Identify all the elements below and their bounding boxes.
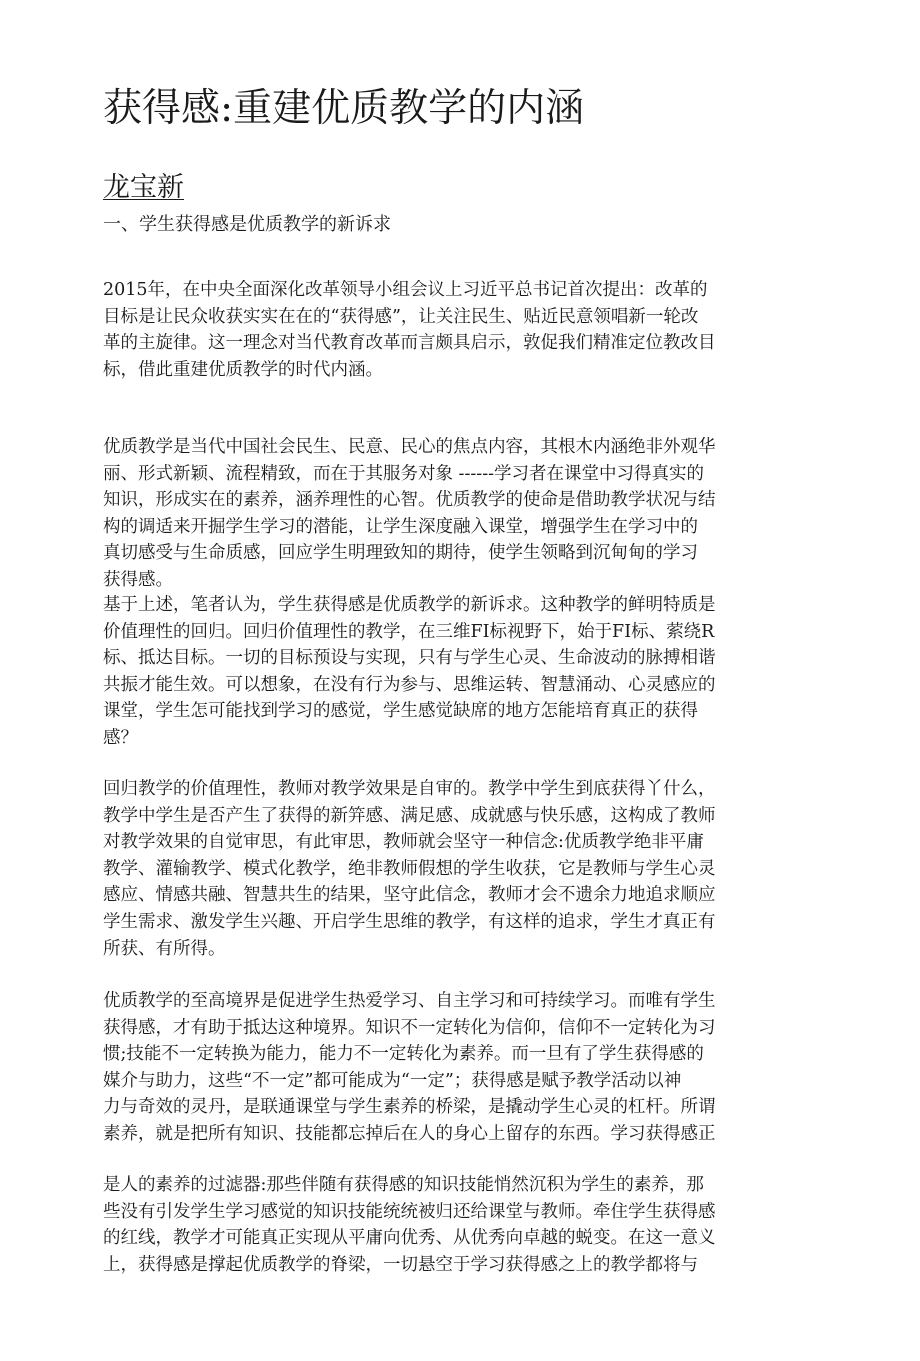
paragraph-line: 素养，就是把所有知识、技能都忘掉后在人的身心上留存的东西。学习获得感正 [103,1123,716,1144]
document-title: 获得感:重建优质教学的内涵 [103,86,585,131]
paragraph-line: 上，获得感是撑起优质教学的脊梁，一切悬空于学习获得感之上的教学都将与 [103,1254,698,1275]
paragraph-line: 优质教学是当代中国社会民生、民意、民心的焦点内容，其根木内涵绝非外观华 [103,437,716,457]
paragraph-line: 感？ [103,727,138,748]
paragraph-line: 2015年，在中央全面深化改革领导小组会议上习近平总书记首次提出：改革的 [103,280,708,300]
paragraph-line: 标，借此重建优质教学的时代内涵。 [103,359,383,380]
paragraph-line: 的红线，教学才可能真正实现从平庸向优秀、从优秀向卓越的蜕变。在这一意义 [103,1228,716,1249]
paragraph-line: 优质教学的至高境界是促进学生热爱学习、自主学习和可持续学习。而唯有学生 [103,991,716,1011]
paragraph-line: 力与奇效的灵丹，是联通课堂与学生素养的桥梁，是撬动学生心灵的杠杆。所谓 [103,1097,716,1118]
section-heading: 一、学生获得感是优质教学的新诉求 [103,214,391,235]
paragraph-6 [103,1172,803,1278]
paragraph-line: 媒介与助力，这些“不一定”都可能成为“一定”；获得感是赋予教学活动以神 [103,1070,682,1091]
paragraph-line: 获得感，才有助于抵达这种境界。知识不一定转化为信仰，信仰不一定转化为习 [103,1017,716,1038]
paragraph-line: 感应、情感共融、智慧共生的结果，坚守此信念，教师才会不遗余力地追求顺应 [103,885,716,906]
paragraph-line: 所获、有所得。 [103,938,226,959]
paragraph-line: 对教学效果的自觉审思，有此审思，教师就会坚守一种信念:优质教学绝非平庸 [103,832,704,853]
paragraph-line: 教学、灌输教学、模式化教学，绝非教师假想的学生收获，它是教师与学生心灵 [103,858,716,879]
paragraph-line: 获得感。 [103,569,173,590]
paragraph-line: 惯;技能不一定转换为能力，能力不一定转化为素养。而一旦有了学生获得感的 [103,1044,704,1065]
paragraph-line: 丽、形式新颖、流程精致，而在于其服务对象 ------学习者在课堂中习得真实的 [103,463,705,484]
paragraph-4 [103,776,803,962]
paragraph-line: 目标是让民众收获实实在在的“获得感”，让关注民生、贴近民意领唱新一轮改 [103,306,699,327]
paragraph-5 [103,988,803,1148]
paragraph-3 [103,592,803,752]
paragraph-line: 构的调适来开掘学生学习的潜能，让学生深度融入课堂，增强学生在学习中的 [103,516,698,537]
paragraph-line: 知识，形成实在的素养，涵养理性的心智。优质教学的使命是借助教学状况与结 [103,490,716,511]
paragraph-2 [103,434,803,594]
author-name: 龙宝新 [103,172,184,203]
paragraph-line: 基于上述，笔者认为，学生获得感是优质教学的新诉求。这种教学的鲜明特质是 [103,595,716,615]
paragraph-1 [103,277,803,383]
paragraph-line: 价值理性的回归。回归价值理性的教学，在三维FI标视野下，始于FI标、萦绕R [103,621,715,642]
paragraph-line: 些没有引发学生学习感觉的知识技能统统被归还给课堂与教师。牵住学生获得感 [103,1201,716,1222]
paragraph-line: 革的主旋律。这一理念对当代教育改革而言颇具启示，敦促我们精准定位教改目 [103,333,716,354]
paragraph-line: 是人的素养的过滤器:那些伴随有获得感的知识技能悄然沉积为学生的素养，那 [103,1175,704,1195]
paragraph-line: 学生需求、激发学生兴趣、开启学生思维的教学，有这样的追求，学生才真正有 [103,911,716,932]
paragraph-line: 真切感受与生命质感，回应学生明理致知的期待，使学生领略到沉甸甸的学习 [103,543,698,564]
paragraph-line: 标、抵达目标。一切的目标预设与实现，只有与学生心灵、生命波动的脉搏相谐 [103,648,716,669]
paragraph-line: 教学中学生是否产生了获得的新笄感、满足感、成就感与快乐感，这构成了教师 [103,805,716,826]
paragraph-line: 共振才能生效。可以想象，在没有行为参与、思维运转、智慧涌动、心灵感应的 [103,674,716,695]
paragraph-line: 课堂，学生怎可能找到学习的感觉，学生感觉缺席的地方怎能培育真正的获得 [103,701,698,722]
paragraph-line: 回归教学的价值理性，教师对教学效果是自审的。教学中学生到底获得丫什么， [103,779,716,799]
